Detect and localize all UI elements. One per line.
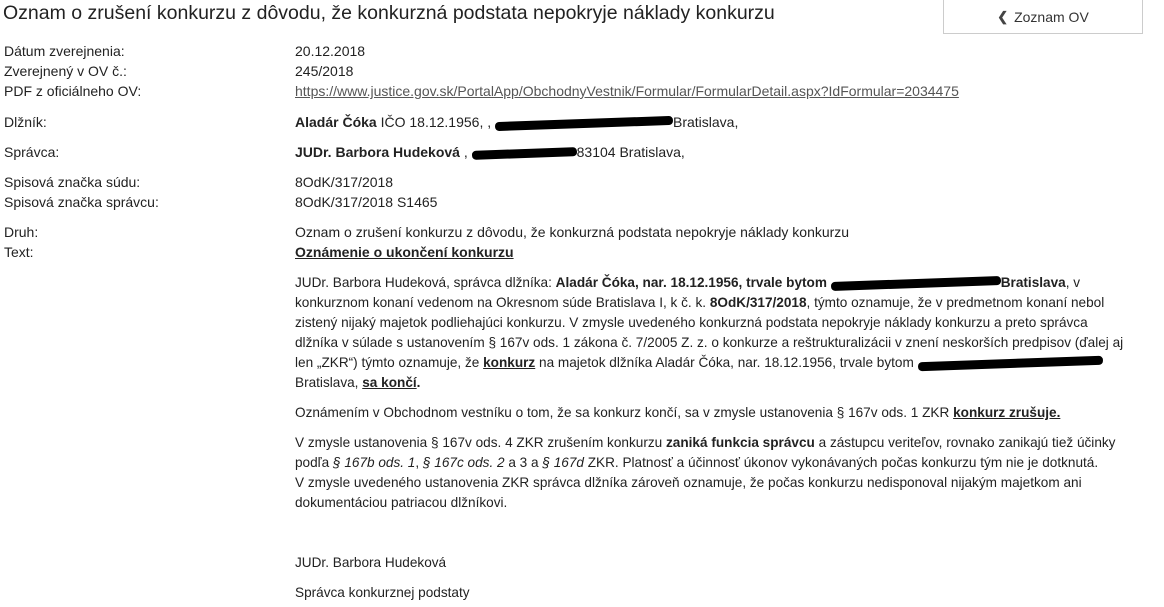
row-spravca: [0, 144, 1164, 164]
dlznik-label: Dlžník:: [4, 114, 47, 130]
p3-bold: zaniká funkcia správcu: [665, 435, 815, 450]
p1-bold-ref: 8OdK/317/2018: [709, 295, 807, 310]
sud-label: Spisová značka súdu:: [4, 174, 141, 190]
signature-name: JUDr. Barbora Hudeková: [295, 555, 447, 570]
dlznik-name: Aladár Čóka: [295, 114, 377, 130]
chevron-left-icon: ❮: [997, 8, 1009, 24]
p3-line-2: [295, 453, 1147, 473]
row-text: [0, 244, 1164, 264]
spravca-sep: ,: [459, 144, 472, 160]
dlznik-ico: IČO 18.12.1956, ,: [376, 114, 495, 130]
p2-text: Oznámením v Obchodnom vestníku o tom, že sa konkurz končí, sa v zmysle ustanovenia § 167v ods. 1 ZKR: [295, 405, 954, 420]
p1-text: konkurznom konaní vedenom na Okresnom súde Bratislava I, k č. k.: [295, 295, 710, 310]
sud-value: 8OdK/317/2018: [295, 174, 394, 190]
p1-dot: .: [416, 375, 421, 390]
ov-value: 245/2018: [295, 63, 354, 79]
spravca-value: [295, 144, 685, 160]
row-druh: [0, 224, 1164, 244]
p3-italic: § 167d: [542, 455, 584, 470]
druh-value: Oznam o zrušení konkurzu z dôvodu, že konkurzná podstata nepokryje náklady konkurzu: [295, 224, 850, 240]
back-button-label: Zoznam OV: [1014, 8, 1089, 25]
paragraph-3: [295, 433, 1147, 513]
p1-line-3: zistený nijaký majetok podliehajúci konkurzu. V zmysle uvedeného konkurzná podstata nepokryje náklady konkurzu a preto správca: [295, 315, 1088, 330]
redaction-mark: [495, 116, 673, 131]
redaction-mark: [917, 356, 1102, 371]
redaction-mark: [471, 147, 576, 160]
p3-line-4: dokumentáciou patriacou dlžníkovi.: [295, 495, 508, 510]
pdf-link[interactable]: https://www.justice.gov.sk/PortalApp/ObchodnyVestnik/Formular/FormularDetail.aspx?IdFormular=2034475: [295, 83, 959, 99]
p1-text: , týmto oznamuje, že v predmetnom konaní nebol: [806, 295, 1105, 310]
page-title: Oznam o zrušení konkurzu z dôvodu, že konkurzná podstata nepokryje náklady konkurzu: [3, 2, 775, 24]
p1-line-4: dlžníka v súlade s ustanovením § 167v ods. 1 zákona č. 7/2005 Z. z. o konkurze a reštrukturalizácii v znení neskorších predpisov (ďalej aj: [295, 335, 1124, 350]
row-sud: [0, 174, 1164, 194]
p3-line-3: V zmysle uvedeného ustanovenia ZKR správca dlžníka zároveň oznamuje, že počas konkurzu nedisponoval nijakým majetkom ani: [295, 475, 1082, 490]
p3-text: V zmysle ustanovenia § 167v ods. 4 ZKR zrušením konkurzu: [295, 435, 666, 450]
p1-sa-konci: sa končí: [362, 375, 417, 390]
p3-text: a 3 a: [504, 455, 543, 470]
spravca-name: JUDr. Barbora Hudeková: [295, 144, 460, 160]
p1-text: JUDr. Barbora Hudeková, správca dlžníka:: [295, 275, 556, 290]
p2-line-1: [295, 403, 1147, 423]
p3-text: ZKR. Platnosť a účinnosť úkonov vykonávaných počas konkurzu tým nie je dotknutá.: [583, 455, 1099, 470]
p1-text: len „ZKR“) týmto oznamuje, že: [295, 355, 484, 370]
row-pdf: [0, 83, 1164, 103]
p1-bold: Aladár Čóka, nar. 18.12.1956, trvale bytom: [555, 275, 831, 290]
p3-text: a zástupcu veriteľov, rovnako zanikajú tiež účinky: [814, 435, 1116, 450]
dlznik-city: Bratislava,: [673, 114, 739, 130]
datum-label: Dátum zverejnenia:: [4, 43, 125, 59]
spravca-label: Správca:: [4, 144, 60, 160]
dlznik-value: [295, 114, 738, 130]
p1-text: Bratislava,: [295, 375, 363, 390]
text-label: Text:: [4, 244, 34, 260]
p2-konkurz-zrusuje: konkurz zrušuje.: [953, 405, 1061, 420]
p3-text: podľa: [295, 455, 333, 470]
back-to-list-button[interactable]: [943, 0, 1143, 34]
datum-value: 20.12.2018: [295, 43, 366, 59]
spravca-city: 83104 Bratislava,: [576, 144, 685, 160]
row-datum: [0, 43, 1164, 63]
row-spravcu: [0, 194, 1164, 214]
row-ov: [0, 63, 1164, 83]
p1-text: , v: [1065, 275, 1081, 290]
p1-line-1: [295, 273, 1147, 293]
p1-line-6: [295, 373, 1147, 393]
p1-line-2: [295, 293, 1147, 313]
p3-italic: § 167c ods. 2: [422, 455, 505, 470]
ov-label: Zverejnený v OV č.:: [4, 63, 127, 79]
paragraph-1: [295, 273, 1147, 393]
p1-bold-city: Bratislava: [1000, 275, 1066, 290]
spravcu-value: 8OdK/317/2018 S1465: [295, 194, 438, 210]
redaction-mark: [831, 276, 1001, 291]
signature-role: Správca konkurznej podstaty: [295, 585, 470, 600]
p1-line-5: [295, 353, 1147, 373]
row-dlznik: [0, 114, 1164, 134]
druh-label: Druh:: [4, 224, 39, 240]
p3-line-1: [295, 433, 1147, 453]
p3-italic: § 167b ods. 1: [332, 455, 416, 470]
p1-text: na majetok dlžníka Aladár Čóka, nar. 18.12.1956, trvale bytom: [535, 355, 918, 370]
text-heading: Oznámenie o ukončení konkurzu: [295, 244, 514, 260]
paragraph-2: [295, 403, 1147, 423]
spravcu-label: Spisová značka správcu:: [4, 194, 159, 210]
p3-text: ,: [415, 455, 423, 470]
pdf-label: PDF z oficiálneho OV:: [4, 83, 142, 99]
p1-konkurz: konkurz: [483, 355, 536, 370]
